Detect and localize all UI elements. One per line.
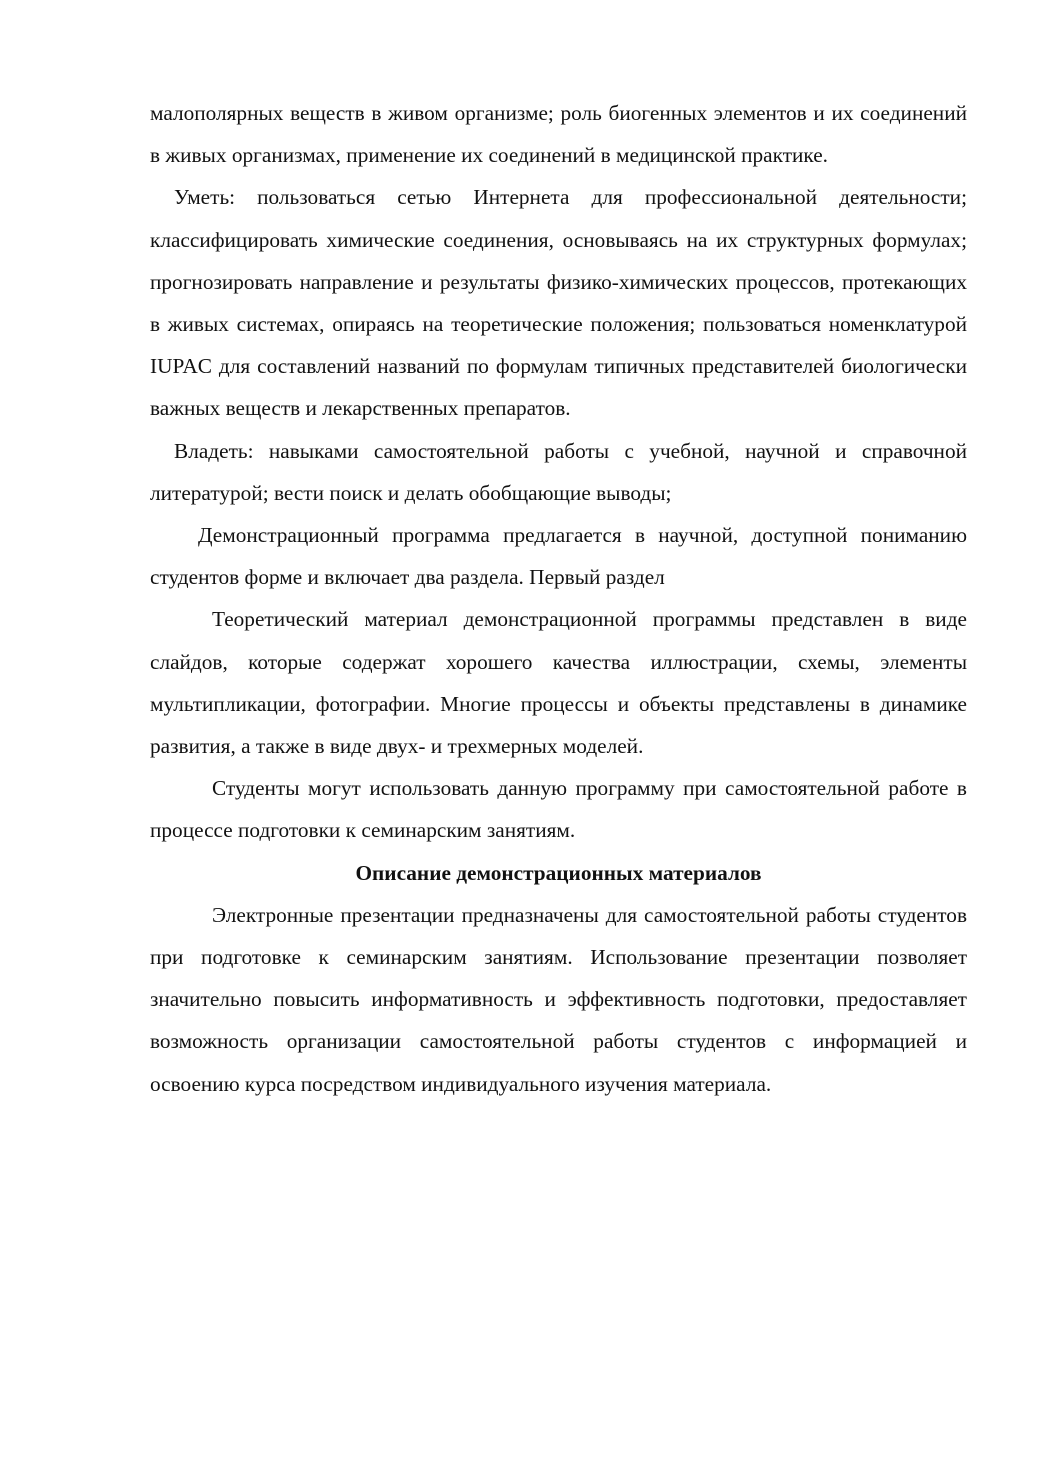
- paragraph-presentations: Электронные презентации предназначены для самостоятельной работы студентов при подготовке к семинарским занятиям. Использование презентации позволяет значительно повысить информативность и эффективность подготовки, предоставляет возможность организации самостоятельной работы студентов с информацией и освоению курса посредством индивидуального изучения материала.: [150, 902, 967, 1096]
- paragraph-student-usage: Студенты могут использовать данную программу при самостоятельной работе в процессе подготовки к семинарским занятиям.: [150, 776, 967, 843]
- paragraph-continuation: малополярных веществ в живом организме; роль биогенных элементов и их соединений в живых организмах, применение их соединений в медицинской практике.: [150, 101, 967, 168]
- section-heading: Описание демонстрационных материалов: [355, 860, 762, 885]
- document-page: [150, 92, 967, 1105]
- paragraph-mastery: Владеть: навыками самостоятельной работы с учебной, научной и справочной литературой; вести поиск и делать обобщающие выводы;: [150, 438, 967, 505]
- paragraph-skills: Уметь: пользоваться сетью Интернета для профессиональной деятельности; классифицировать химические соединения, основываясь на их структурных формулах; прогнозировать направление и результаты физико-химических процессов, протекающих в живых системах, опираясь на теоретические положения; пользоваться номенклатурой IUPAC для составлений названий по формулам типичных представителей биологически важных веществ и лекарственных препаратов.: [150, 185, 967, 421]
- paragraph-theory-material: Теоретический материал демонстрационной программы представлен в виде слайдов, которые содержат хорошего качества иллюстрации, схемы, элементы мультипликации, фотографии. Многие процессы и объекты представлены в динамике развития, а также в виде двух- и трехмерных моделей.: [150, 607, 967, 759]
- paragraph-program-intro: Демонстрационный программа предлагается в научной, доступной пониманию студентов форме и включает два раздела. Первый раздел: [150, 523, 967, 590]
